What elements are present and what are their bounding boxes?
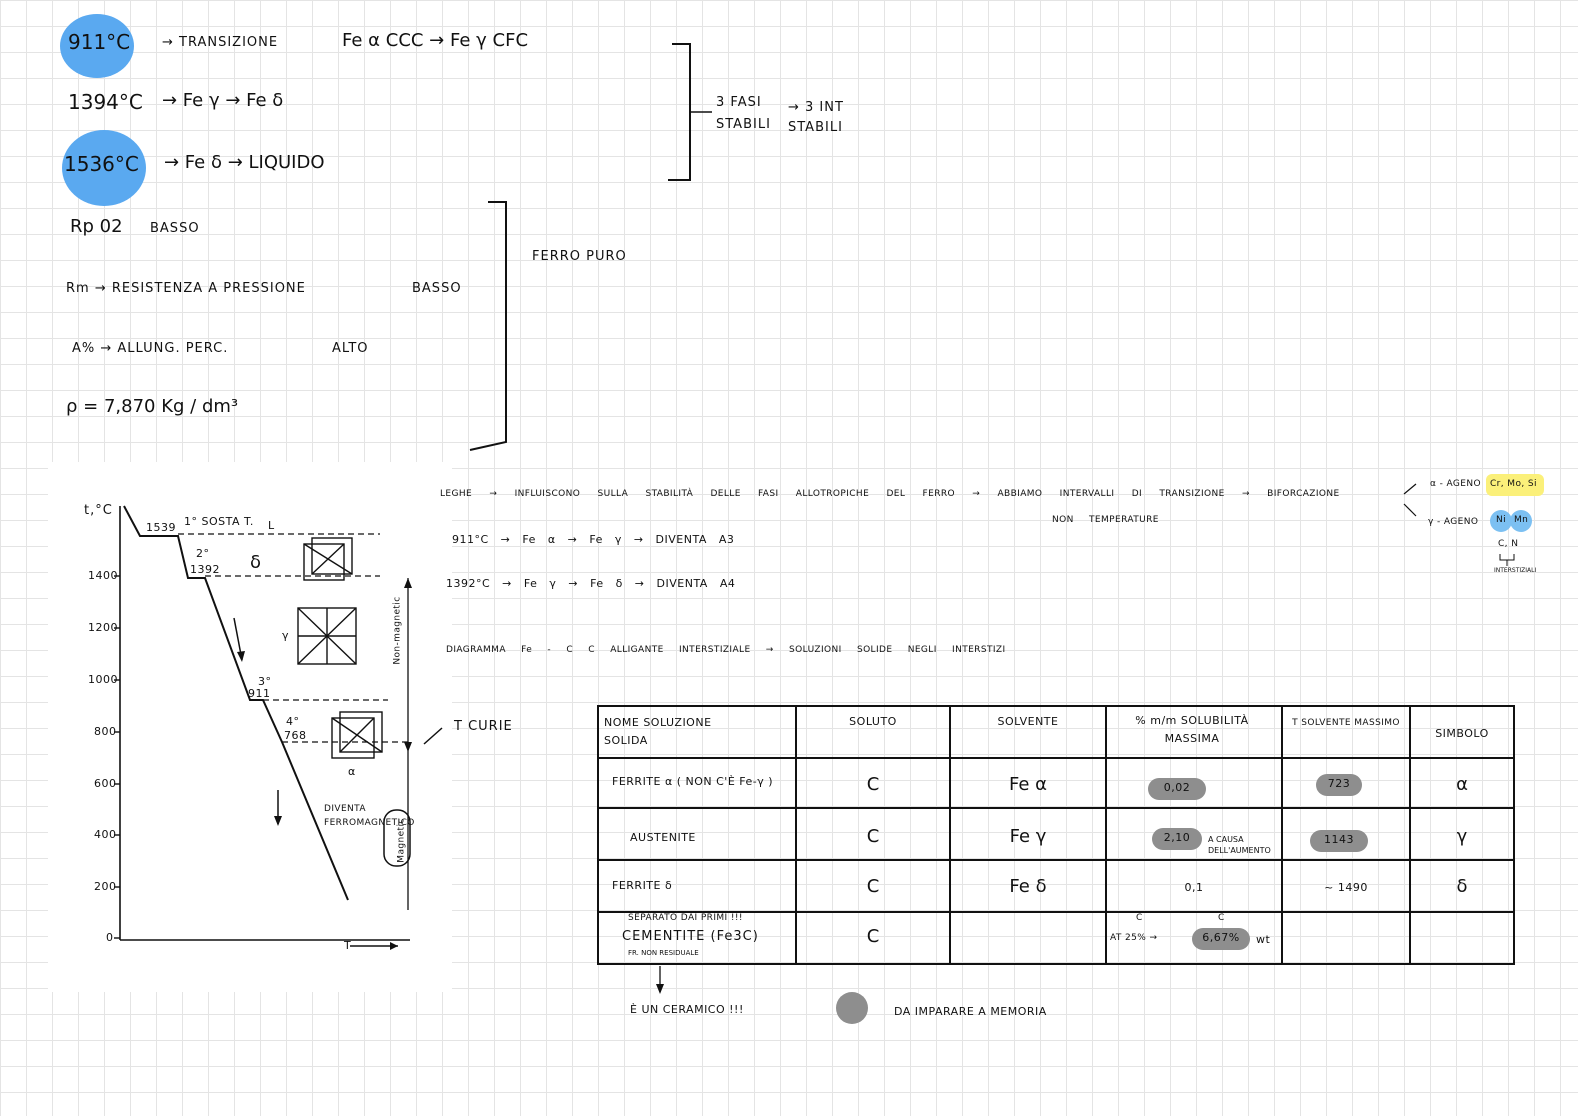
row2-solvente: Fe γ xyxy=(1009,826,1047,847)
interstiziali-label: INTERSTIZIALI xyxy=(1494,567,1537,574)
tick-600: 600 xyxy=(94,777,117,790)
rm-value: BASSO xyxy=(412,281,462,296)
header-nome: NOME SOLUZIONE SOLIDA xyxy=(604,716,712,747)
gamma-geno: γ - AGENO xyxy=(1428,517,1479,527)
row3-temp: ~ 1490 xyxy=(1324,881,1368,894)
leghe-line: LEGHE → INFLUISCONO SULLA STABILITÀ DELLE FASI ALLOTROPICHE DEL FERRO → ABBIAMO INTERVALLI DI TRANSIZIONE → BIFORCAZIONE xyxy=(440,489,1340,499)
int-stabili: → 3 INT STABILI xyxy=(788,100,844,135)
row2-note: A CAUSA DELL'AUMENTO xyxy=(1208,835,1271,855)
row2-temp: 1143 xyxy=(1324,833,1354,846)
label-768: 768 xyxy=(284,729,307,742)
row3-soluto: C xyxy=(866,876,880,897)
label-gamma: γ xyxy=(282,629,290,642)
axis-x-label: T xyxy=(344,939,352,952)
tick-800: 800 xyxy=(94,725,117,738)
label-1392: 1392 xyxy=(190,563,220,576)
ceramic-note: È UN CERAMICO !!! xyxy=(630,1003,744,1016)
phase-text: Fe α CCC → Fe γ CFC xyxy=(342,30,529,51)
tick-1200: 1200 xyxy=(88,621,118,634)
label-911: 911 xyxy=(248,687,271,700)
line-1392: 1392°C → Fe γ → Fe δ → DIVENTA A4 xyxy=(446,577,736,590)
tick-400: 400 xyxy=(94,828,117,841)
label-L: L xyxy=(268,519,275,532)
row4-name: CEMENTITE (Fe3C) xyxy=(622,929,759,944)
label-magnetic: Magnetic xyxy=(396,818,407,863)
row2-simbolo: γ xyxy=(1456,826,1468,847)
header-soluto: SOLUTO xyxy=(849,715,897,728)
header-simbolo: SIMBOLO xyxy=(1435,727,1489,740)
tick-1000: 1000 xyxy=(88,673,118,686)
label-sosta1: 1° SOSTA T. xyxy=(184,515,254,528)
legend-text: DA IMPARARE A MEMORIA xyxy=(894,1005,1047,1018)
header-temp: T SOLVENTE MASSIMO xyxy=(1292,718,1400,728)
a-value: ALTO xyxy=(332,341,369,356)
row1-solvente: Fe α xyxy=(1008,774,1048,795)
row4-wt: wt xyxy=(1256,933,1271,946)
mn-label: Mn xyxy=(1514,515,1529,525)
a-text: A% → ALLUNG. PERC. xyxy=(72,341,229,356)
tick-1400: 1400 xyxy=(88,569,118,582)
line-diagramma: DIAGRAMMA Fe - C C ALLIGANTE INTERSTIZIALE → SOLUZIONI SOLIDE NEGLI INTERSTIZI xyxy=(446,645,1006,655)
tick-200: 200 xyxy=(94,880,117,893)
rp02-value: BASSO xyxy=(150,221,200,236)
label-ferromagnetico: DIVENTA FERROMAGNETICO xyxy=(324,804,415,828)
rho-text: ρ = 7,870 Kg / dm³ xyxy=(66,396,239,417)
transition-text: → TRANSIZIONE xyxy=(162,35,279,50)
rm-text: Rm → RESISTENZA A PRESSIONE xyxy=(66,281,306,296)
row3-name: FERRITE δ xyxy=(612,879,673,892)
row1-name: FERRITE α ( NON C'È Fe-γ ) xyxy=(612,775,774,788)
header-solvente: SOLVENTE xyxy=(997,715,1059,728)
legend-swatch xyxy=(836,992,868,1024)
row3-simbolo: δ xyxy=(1456,876,1468,897)
line2-text: → Fe γ → Fe δ xyxy=(162,90,284,111)
label-sosta4: 4° xyxy=(286,715,300,728)
label-sosta2: 2° xyxy=(196,547,210,560)
alfa-geno: α - AGENO xyxy=(1430,479,1481,489)
rp02: Rp 02 xyxy=(70,216,123,237)
line3-text: → Fe δ → LIQUIDO xyxy=(164,152,325,173)
label-curie: T CURIE xyxy=(454,719,513,734)
temp-1394: 1394°C xyxy=(68,90,143,114)
row1-soluto: C xyxy=(866,774,880,795)
alfa-elements: Cr, Mo, Si xyxy=(1490,479,1537,489)
header-solubilita: % m/m SOLUBILITÀ MASSIMA xyxy=(1135,714,1249,745)
temp-1536: 1536°C xyxy=(64,152,139,176)
row3-solvente: Fe δ xyxy=(1009,876,1047,897)
row4-sub-note: FR. NON RESIDUALE xyxy=(628,949,699,957)
row4-top-note: SEPARATO DAI PRIMI !!! xyxy=(628,913,743,923)
row2-solubilita: 2,10 xyxy=(1163,831,1191,844)
row4-solubilita: 6,67% xyxy=(1202,931,1240,944)
row3-solubilita: 0,1 xyxy=(1184,881,1204,894)
row1-solubilita: 0,02 xyxy=(1163,781,1191,794)
row1-temp: 723 xyxy=(1327,777,1351,790)
label-1539: 1539 xyxy=(146,521,176,534)
row1-simbolo: α xyxy=(1456,774,1468,795)
tick-0: 0 xyxy=(106,931,114,944)
row4-c-label-2: C xyxy=(1218,913,1225,923)
row2-soluto: C xyxy=(866,826,880,847)
axis-y-label: t,°C xyxy=(84,503,113,518)
label-nonmagnetic: Non-magnetic xyxy=(392,596,403,665)
cn-label: C, N xyxy=(1498,539,1519,549)
line-911: 911°C → Fe α → Fe γ → DIVENTA A3 xyxy=(452,533,735,546)
label-alpha: α xyxy=(348,765,356,778)
row4-c-label-1: C xyxy=(1136,913,1143,923)
row2-name: AUSTENITE xyxy=(630,831,696,844)
label-delta: δ xyxy=(250,552,262,573)
temp-911: 911°C xyxy=(68,30,131,54)
non-temp: NON TEMPERATURE xyxy=(1052,515,1159,525)
fasi-stabili: 3 FASI STABILI xyxy=(716,95,771,132)
row4-pre: AT 25% → xyxy=(1110,933,1158,943)
ni-label: Ni xyxy=(1496,515,1507,525)
label-sosta3: 3° xyxy=(258,675,272,688)
row4-soluto: C xyxy=(866,926,880,947)
ferro-puro: FERRO PURO xyxy=(532,249,627,264)
